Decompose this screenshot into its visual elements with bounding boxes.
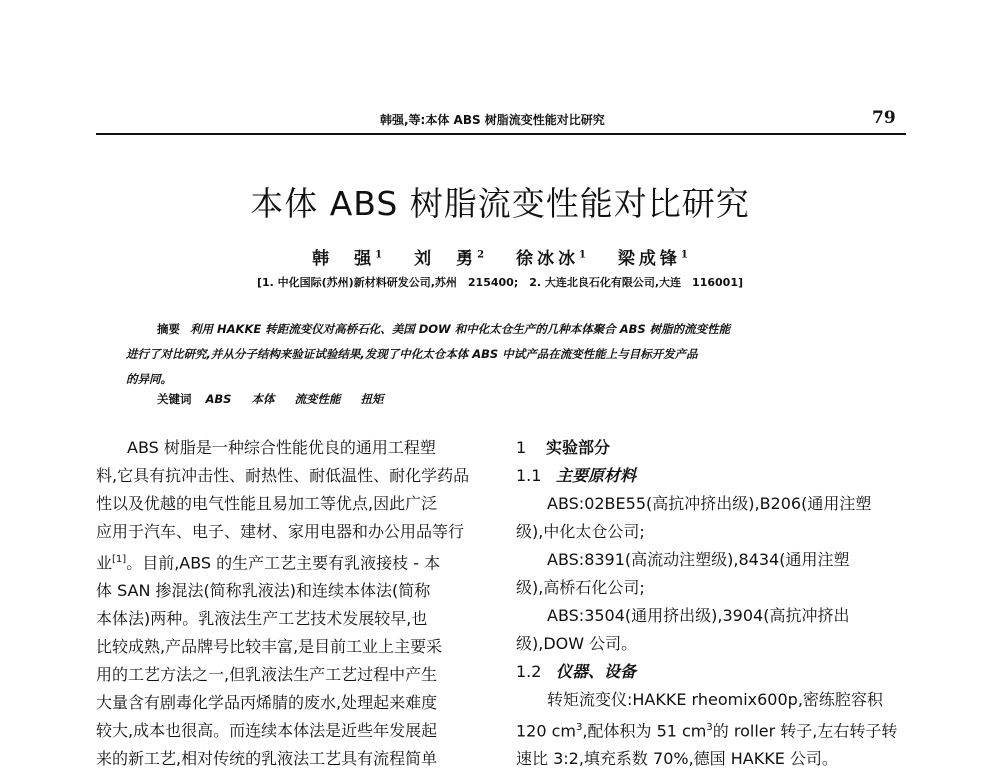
keywords-label: 关键词 <box>157 392 192 406</box>
subsection-title: 主要原材料 <box>556 466 637 485</box>
running-title: 韩强,等:本体 ABS 树脂流变性能对比研究 <box>380 113 605 127</box>
body-text: 120 cm <box>516 721 577 741</box>
author-affil-mark: 2 <box>477 249 485 261</box>
keyword: ABS <box>205 392 232 406</box>
body-line: 级),DOW 公司。 <box>516 634 638 653</box>
superscript: 3 <box>706 722 713 733</box>
body-line: 料,它具有抗冲击性、耐热性、耐低温性、耐化学药品 <box>96 466 470 485</box>
author <box>618 249 688 269</box>
right-column <box>516 434 910 773</box>
author <box>414 249 484 269</box>
author-name: 刘 勇 <box>414 249 478 269</box>
keyword: 扭矩 <box>360 392 384 406</box>
body-line: 性以及优越的电气性能且易加工等优点,因此广泛 <box>96 494 438 513</box>
section-heading <box>516 434 910 462</box>
abstract-text: 利用 HAKKE 转距流变仪对高桥石化、美国 DOW 和中化太仓生产的几种本体聚合 ABS 树脂的流变性能 <box>190 322 731 336</box>
subsection-title: 仪器、设备 <box>556 662 637 681</box>
abstract-line: 进行了对比研究,并从分子结构来验证试验结果,发现了中化太仓本体 ABS 中试产品在流变性能上与目标开发产品 <box>126 347 698 361</box>
body-line: 应用于汽车、电子、建材、家用电器和办公用品等行 <box>96 522 465 541</box>
body-text: 的 roller 转子,左右转子转 <box>712 721 898 741</box>
keywords <box>157 391 400 407</box>
body-line: 级),中化太仓公司; <box>516 522 645 541</box>
body-line: 本体法)两种。乳液法生产工艺技术发展较早,也 <box>96 609 428 629</box>
author-name: 韩 强 <box>312 249 376 269</box>
body-text: 。目前,ABS 的生产工艺主要有乳液接枝 - 本 <box>126 553 441 573</box>
body-line: 大量含有剧毒化学品丙烯腈的废水,处理起来难度 <box>96 693 438 713</box>
abstract-line <box>126 317 876 342</box>
body-line: ABS:3504(通用挤出级),3904(高抗冲挤出 <box>547 606 850 625</box>
body-text: 业 <box>96 553 113 573</box>
left-column <box>96 434 484 773</box>
superscript: 3 <box>576 722 583 733</box>
body-line: 来的新工艺,相对传统的乳液法工艺具有流程简单 <box>96 749 438 769</box>
body-line: 级),高桥石化公司; <box>516 578 645 597</box>
author-name: 徐冰冰 <box>515 249 579 269</box>
section-title: 实验部分 <box>546 438 611 457</box>
section-number: 1 <box>516 438 527 457</box>
body-line: 比较成熟,产品牌号比较丰富,是目前工业上主要采 <box>96 637 443 657</box>
body-line: ABS:02BE55(高抗冲挤出级),B206(通用注塑 <box>547 494 872 513</box>
author-affil-mark: 1 <box>375 249 383 261</box>
body-line: 体 SAN 掺混法(简称乳液法)和连续本体法(简称 <box>96 581 431 601</box>
subsection-number: 1.1 <box>516 466 542 485</box>
citation-ref[interactable]: [1] <box>112 554 127 565</box>
author-list <box>0 244 1000 269</box>
subsection-number: 1.2 <box>516 662 542 681</box>
body-line: 较大,成本也很高。而连续本体法是近些年发展起 <box>96 721 438 741</box>
page-number: 79 <box>872 108 896 128</box>
paper-title: 本体 ABS 树脂流变性能对比研究 <box>250 184 750 223</box>
author <box>516 249 586 269</box>
body-line: ABS 树脂是一种综合性能优良的通用工程塑 <box>127 438 436 457</box>
body-line: 速比 3:2,填充系数 70%,德国 HAKKE 公司。 <box>516 749 838 769</box>
affiliations: [1. 中化国际(苏州)新材料研发公司,苏州 215400; 2. 大连北良石化有限公司,大连 116001] <box>256 276 744 289</box>
abstract-line: 的异同。 <box>126 372 172 386</box>
author-name: 梁成锋 <box>617 249 681 269</box>
subsection-heading <box>516 462 910 490</box>
author-affil-mark: 1 <box>680 249 688 261</box>
body-line <box>96 546 484 577</box>
body-line <box>516 714 910 745</box>
body-line: 用的工艺方法之一,但乳液法生产工艺过程中产生 <box>96 665 438 685</box>
keyword: 本体 <box>251 392 275 406</box>
author-affil-mark: 1 <box>578 249 586 261</box>
body-line: 转矩流变仪:HAKKE rheomix600p,密练腔容积 <box>547 690 883 709</box>
header-rule <box>96 133 906 135</box>
body-text: ,配体积为 51 cm <box>582 721 707 741</box>
running-header <box>0 108 1000 135</box>
abstract-label: 摘要 <box>157 322 180 336</box>
body-line: ABS:8391(高流动注塑级),8434(通用注塑 <box>547 550 850 569</box>
subsection-heading <box>516 658 910 686</box>
abstract <box>126 317 876 392</box>
keyword: 流变性能 <box>294 392 341 406</box>
author <box>312 249 382 269</box>
